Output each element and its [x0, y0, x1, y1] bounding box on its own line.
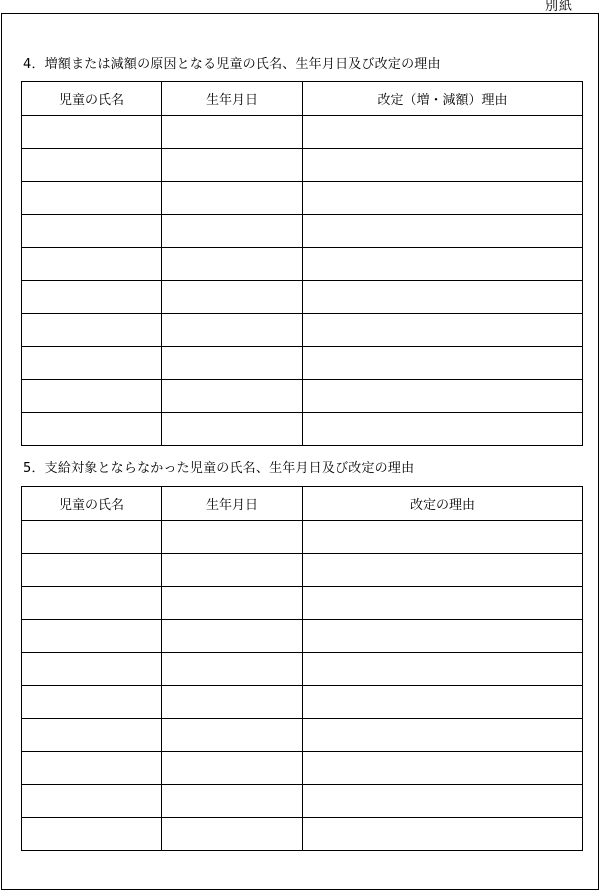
- date-of-birth-cell[interactable]: [162, 314, 303, 347]
- date-of-birth-cell[interactable]: [162, 248, 303, 281]
- table-row: [22, 620, 583, 653]
- child-name-cell[interactable]: [22, 752, 162, 785]
- section-5-heading: 5．支給対象とならなかった児童の氏名、生年月日及び改定の理由: [23, 461, 415, 476]
- child-name-cell[interactable]: [22, 248, 162, 281]
- table-row: [22, 521, 583, 554]
- table-row: [22, 380, 583, 413]
- table-row: [22, 752, 583, 785]
- date-of-birth-cell[interactable]: [162, 620, 303, 653]
- revision-reason-cell[interactable]: [303, 587, 583, 620]
- table-row: [22, 347, 583, 380]
- section-4-heading: 4．増額または減額の原因となる児童の氏名、生年月日及び改定の理由: [23, 57, 441, 72]
- date-of-birth-cell[interactable]: [162, 521, 303, 554]
- revision-reason-cell[interactable]: [303, 752, 583, 785]
- child-name-cell[interactable]: [22, 785, 162, 818]
- child-name-cell[interactable]: [22, 653, 162, 686]
- column-header-child-name: 児童の氏名: [22, 82, 162, 116]
- child-name-cell[interactable]: [22, 182, 162, 215]
- child-name-cell[interactable]: [22, 719, 162, 752]
- child-name-cell[interactable]: [22, 413, 162, 446]
- date-of-birth-cell[interactable]: [162, 719, 303, 752]
- annex-label: 別紙: [545, 0, 574, 14]
- column-header-date-of-birth: 生年月日: [162, 487, 303, 521]
- table-row: [22, 149, 583, 182]
- revision-reason-cell[interactable]: [303, 413, 583, 446]
- column-header-child-name: 児童の氏名: [22, 487, 162, 521]
- revision-reason-cell[interactable]: [303, 620, 583, 653]
- revision-reason-cell[interactable]: [303, 314, 583, 347]
- date-of-birth-cell[interactable]: [162, 587, 303, 620]
- column-header-revision-reason: 改定の理由: [303, 487, 583, 521]
- revision-reason-cell[interactable]: [303, 521, 583, 554]
- table-row: [22, 587, 583, 620]
- child-name-cell[interactable]: [22, 521, 162, 554]
- revision-reason-cell[interactable]: [303, 719, 583, 752]
- table-row: [22, 215, 583, 248]
- table-row: [22, 182, 583, 215]
- table-row: [22, 314, 583, 347]
- table-row: [22, 686, 583, 719]
- date-of-birth-cell[interactable]: [162, 554, 303, 587]
- date-of-birth-cell[interactable]: [162, 785, 303, 818]
- revision-reason-cell[interactable]: [303, 347, 583, 380]
- child-name-cell[interactable]: [22, 347, 162, 380]
- revision-reason-cell[interactable]: [303, 785, 583, 818]
- revision-reason-cell[interactable]: [303, 380, 583, 413]
- date-of-birth-cell[interactable]: [162, 380, 303, 413]
- table-header-row: [22, 487, 583, 521]
- date-of-birth-cell[interactable]: [162, 182, 303, 215]
- column-header-date-of-birth: 生年月日: [162, 82, 303, 116]
- section-4-table: [21, 81, 583, 446]
- date-of-birth-cell[interactable]: [162, 281, 303, 314]
- revision-reason-cell[interactable]: [303, 653, 583, 686]
- date-of-birth-cell[interactable]: [162, 752, 303, 785]
- table-row: [22, 281, 583, 314]
- table-row: [22, 248, 583, 281]
- child-name-cell[interactable]: [22, 314, 162, 347]
- table-row: [22, 413, 583, 446]
- revision-reason-cell[interactable]: [303, 149, 583, 182]
- child-name-cell[interactable]: [22, 554, 162, 587]
- table-row: [22, 554, 583, 587]
- table-row: [22, 653, 583, 686]
- table-row: [22, 116, 583, 149]
- section-5-table: [21, 486, 583, 851]
- child-name-cell[interactable]: [22, 620, 162, 653]
- child-name-cell[interactable]: [22, 116, 162, 149]
- revision-reason-cell[interactable]: [303, 182, 583, 215]
- table-row: [22, 719, 583, 752]
- child-name-cell[interactable]: [22, 818, 162, 851]
- date-of-birth-cell[interactable]: [162, 347, 303, 380]
- date-of-birth-cell[interactable]: [162, 653, 303, 686]
- revision-reason-cell[interactable]: [303, 116, 583, 149]
- table-row: [22, 785, 583, 818]
- date-of-birth-cell[interactable]: [162, 686, 303, 719]
- table-row: [22, 818, 583, 851]
- column-header-revision-reason: 改定（増・減額）理由: [303, 82, 583, 116]
- revision-reason-cell[interactable]: [303, 554, 583, 587]
- child-name-cell[interactable]: [22, 686, 162, 719]
- date-of-birth-cell[interactable]: [162, 413, 303, 446]
- revision-reason-cell[interactable]: [303, 215, 583, 248]
- date-of-birth-cell[interactable]: [162, 818, 303, 851]
- date-of-birth-cell[interactable]: [162, 149, 303, 182]
- child-name-cell[interactable]: [22, 281, 162, 314]
- child-name-cell[interactable]: [22, 149, 162, 182]
- revision-reason-cell[interactable]: [303, 281, 583, 314]
- revision-reason-cell[interactable]: [303, 686, 583, 719]
- child-name-cell[interactable]: [22, 587, 162, 620]
- date-of-birth-cell[interactable]: [162, 116, 303, 149]
- revision-reason-cell[interactable]: [303, 818, 583, 851]
- child-name-cell[interactable]: [22, 215, 162, 248]
- date-of-birth-cell[interactable]: [162, 215, 303, 248]
- table-header-row: [22, 82, 583, 116]
- revision-reason-cell[interactable]: [303, 248, 583, 281]
- child-name-cell[interactable]: [22, 380, 162, 413]
